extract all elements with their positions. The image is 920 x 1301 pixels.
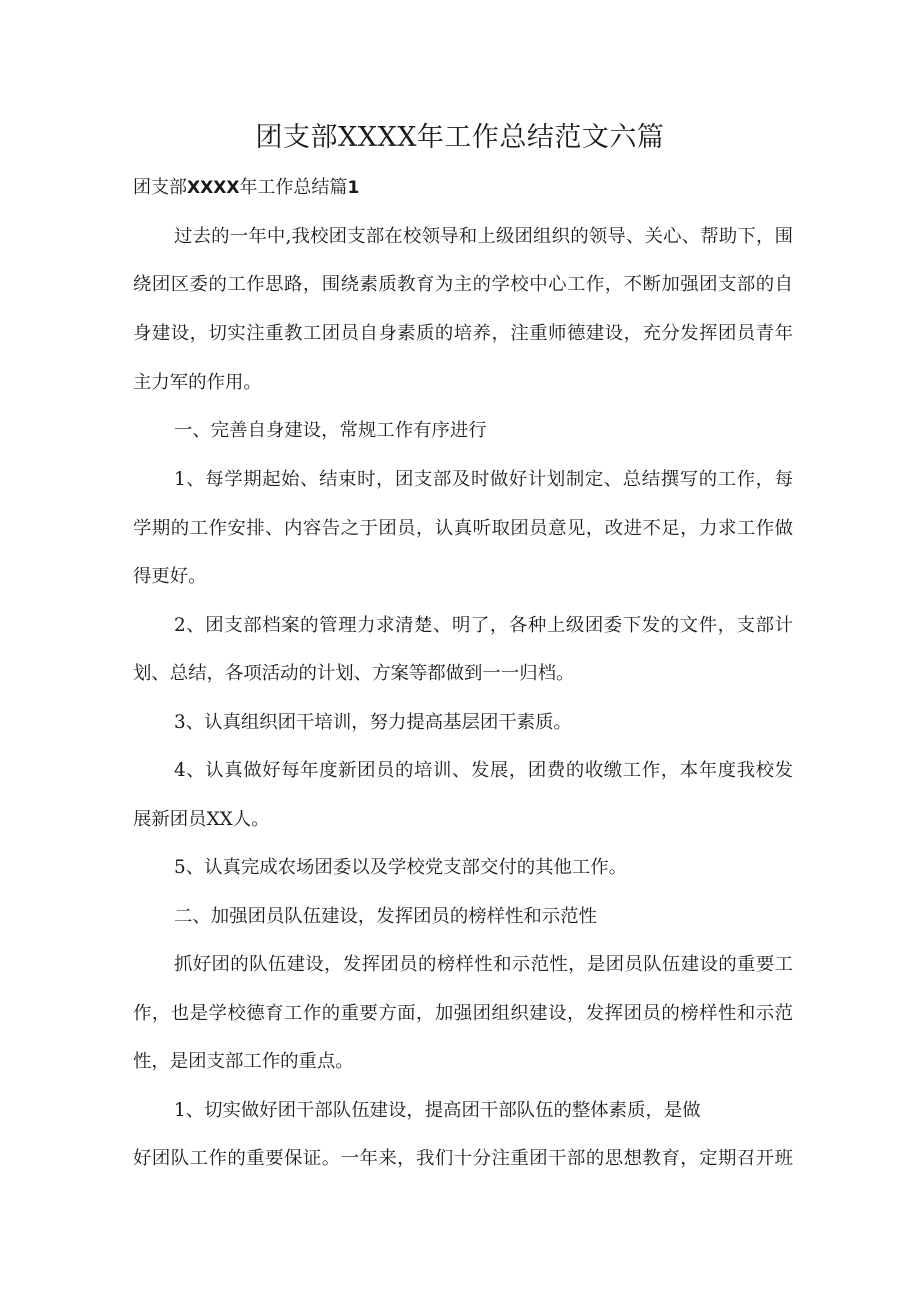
- section-heading-number: 1: [347, 178, 360, 198]
- paragraph-line: 主力军的作用。: [133, 372, 262, 393]
- paragraph-line: 1、每学期起始、结束时，团支部及时做好计划制定、总结撰写的工作，每: [174, 469, 793, 490]
- section-heading: [133, 175, 359, 201]
- paragraph-line: 3、认真组织团干培训，努力提高基层团干素质。: [174, 712, 572, 733]
- section-heading-mid: 年工作总结篇: [239, 177, 348, 198]
- paragraph-line: 好团队工作的重要保证。一年来，我们十分注重团干部的思想教育，定期召开班: [133, 1148, 793, 1169]
- paragraph-line: 2、团支部档案的管理力求清楚、明了，各种上级团委下发的文件，支部计: [174, 615, 793, 636]
- paragraph-line: 展新团员XX人。: [133, 809, 270, 830]
- paragraph-line: 抓好团的队伍建设，发挥团员的榜样性和示范性，是团员队伍建设的重要工: [174, 954, 793, 975]
- paragraph-line: 身建设，切实注重教工团员自身素质的培养，注重师德建设，充分发挥团员青年: [133, 323, 793, 344]
- section-heading-code: XXXX: [187, 178, 240, 198]
- paragraph-line: 5、认真完成农场团委以及学校党支部交付的其他工作。: [174, 857, 628, 878]
- document-title: 团支部XXXX年工作总结范文六篇: [255, 122, 665, 153]
- paragraph-line: 作，也是学校德育工作的重要方面，加强团组织建设，发挥团员的榜样性和示范: [133, 1003, 793, 1024]
- paragraph-line: 得更好。: [133, 566, 207, 587]
- paragraph-line: 1、切实做好团干部队伍建设，提高团干部队伍的整体素质，是做: [174, 1100, 701, 1121]
- paragraph-line: 学期的工作安排、内容告之于团员，认真听取团员意见，改进不足，力求工作做: [133, 518, 793, 539]
- paragraph-line: 过去的一年中,我校团支部在校领导和上级团组织的领导、关心、帮助下，围: [174, 226, 793, 247]
- paragraph-line: 划、总结，各项活动的计划、方案等都做到一一归档。: [133, 663, 575, 684]
- paragraph-line: 4、认真做好每年度新团员的培训、发展，团费的收缴工作，本年度我校发: [174, 760, 793, 781]
- section-title: 二、加强团员队伍建设，发挥团员的榜样性和示范性: [174, 906, 597, 927]
- section-title: 一、完善自身建设，常规工作有序进行: [174, 420, 487, 441]
- section-heading-prefix: 团支部: [133, 177, 187, 198]
- paragraph-line: 绕团区委的工作思路，围绕素质教育为主的学校中心工作，不断加强团支部的自: [133, 274, 793, 295]
- paragraph-line: 性，是团支部工作的重点。: [133, 1051, 354, 1072]
